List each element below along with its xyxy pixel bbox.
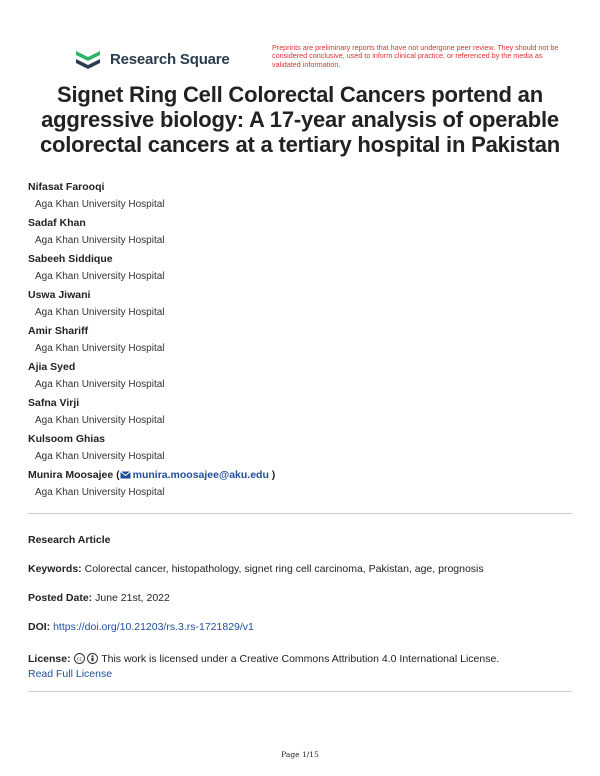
author-name-text: Munira Moosajee bbox=[28, 469, 114, 481]
doi-label: DOI: bbox=[28, 621, 51, 633]
doi bbox=[28, 620, 572, 635]
article-type: Research Article bbox=[28, 534, 111, 546]
author bbox=[28, 433, 275, 469]
keywords-label: Keywords: bbox=[28, 563, 82, 575]
keywords bbox=[28, 562, 572, 577]
author-name: Ajia Syed bbox=[28, 361, 76, 373]
author bbox=[28, 397, 275, 433]
author-name: Sadaf Khan bbox=[28, 217, 86, 229]
by-icon bbox=[87, 653, 98, 664]
author-name: Munira Moosajee ( munira.moosajee@aku.edu ) bbox=[28, 469, 276, 481]
author bbox=[28, 325, 275, 361]
author-list bbox=[28, 181, 275, 505]
author bbox=[28, 253, 275, 289]
author-affiliation: Aga Khan University Hospital bbox=[35, 451, 165, 462]
author bbox=[28, 289, 275, 325]
page-number: Page 1/15 bbox=[281, 750, 319, 759]
keywords-value: Colorectal cancer, histopathology, signet ring cell carcinoma, Pakistan, age, prognosis bbox=[84, 563, 484, 575]
author-affiliation: Aga Khan University Hospital bbox=[35, 271, 165, 282]
author-name: Safna Virji bbox=[28, 397, 80, 409]
preprint-notice: Preprints are preliminary reports that have not undergone peer review. They should not be considered conclusive, used to inform clinical practice, or referenced by the media as validated information. bbox=[272, 43, 559, 69]
license-text: This work is licensed under a Creative Commons Attribution 4.0 International License. bbox=[101, 653, 500, 665]
author-affiliation: Aga Khan University Hospital bbox=[35, 487, 165, 498]
divider bbox=[28, 513, 572, 514]
author-name: Sabeeh Siddique bbox=[28, 253, 113, 265]
author-affiliation: Aga Khan University Hospital bbox=[35, 307, 165, 318]
read-full-license-link[interactable]: Read Full License bbox=[28, 668, 113, 680]
author-affiliation: Aga Khan University Hospital bbox=[35, 235, 165, 246]
header bbox=[74, 44, 560, 84]
doi-link[interactable]: https://doi.org/10.21203/rs.3.rs-1721829/v1 bbox=[53, 621, 254, 633]
posted-date-label: Posted Date: bbox=[28, 592, 93, 604]
author-name: Amir Shariff bbox=[28, 325, 89, 337]
author-email-link[interactable]: munira.moosajee@aku.edu bbox=[132, 469, 269, 481]
author bbox=[28, 361, 275, 397]
paper-title: Signet Ring Cell Colorectal Cancers portend an aggressive biology: A 17-year analysis of operable colorectal cancers at a tertiary hospital in Pakistan bbox=[39, 82, 561, 157]
author bbox=[28, 217, 275, 253]
logo-text: Research Square bbox=[110, 50, 230, 68]
author-name: Kulsoom Ghias bbox=[28, 433, 106, 445]
author-affiliation: Aga Khan University Hospital bbox=[35, 415, 165, 426]
author-affiliation: Aga Khan University Hospital bbox=[35, 199, 165, 210]
license bbox=[28, 652, 572, 682]
license-label: License: bbox=[28, 653, 71, 665]
author-name: Nifasat Farooqi bbox=[28, 181, 105, 193]
mail-icon bbox=[120, 471, 131, 479]
svg-text:cc: cc bbox=[76, 656, 82, 663]
research-square-logo-icon bbox=[74, 47, 102, 71]
cc-icon bbox=[74, 653, 85, 664]
author-affiliation: Aga Khan University Hospital bbox=[35, 379, 165, 390]
author-name: Uswa Jiwani bbox=[28, 289, 91, 301]
author-affiliation: Aga Khan University Hospital bbox=[35, 343, 165, 354]
research-square-logo[interactable] bbox=[74, 47, 230, 71]
posted-date-value: June 21st, 2022 bbox=[95, 592, 170, 604]
author bbox=[28, 181, 275, 217]
divider bbox=[28, 691, 572, 692]
author-corresponding bbox=[28, 469, 275, 505]
posted-date bbox=[28, 591, 572, 606]
